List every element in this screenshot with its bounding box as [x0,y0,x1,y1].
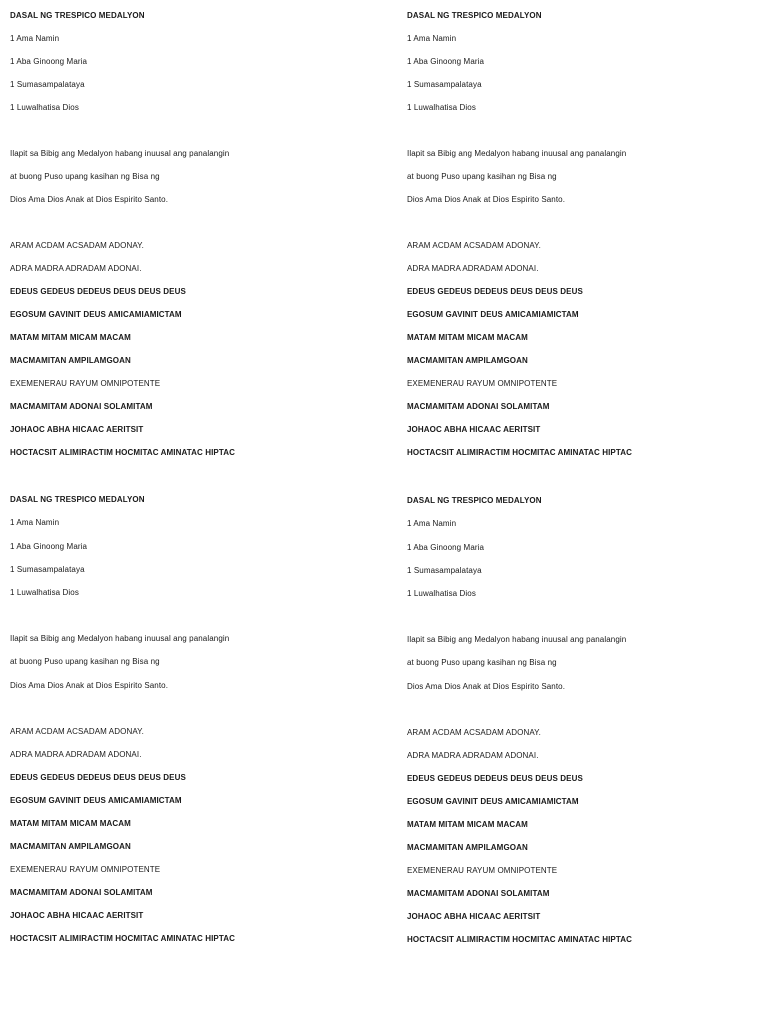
oracion-line: MACMAMITAM ADONAI SOLAMITAM [10,402,153,411]
prayer-title: DASAL NG TRESPICO MEDALYON [407,11,542,20]
intro-line: 1 Luwalhatisa Dios [10,103,79,112]
oracion-line: ADRA MADRA ADRADAM ADONAI. [407,751,539,760]
oracion-line: EXEMENERAU RAYUM OMNIPOTENTE [407,866,558,875]
oracion-line: EDEUS GEDEUS DEDEUS DEUS DEUS DEUS [10,773,186,782]
oracion-line: EXEMENERAU RAYUM OMNIPOTENTE [10,865,161,874]
oracion-line: JOHAOC ABHA HICAAC AERITSIT [10,911,144,920]
prayer-title: DASAL NG TRESPICO MEDALYON [10,495,145,504]
oracion-line: MACMAMITAM ADONAI SOLAMITAM [407,402,550,411]
oracion-line: ADRA MADRA ADRADAM ADONAI. [10,264,142,273]
intro-line: 1 Ama Namin [10,34,60,43]
oracion-line: EXEMENERAU RAYUM OMNIPOTENTE [407,379,558,388]
instruction-line: at buong Puso upang kasihan ng Bisa ng [10,657,160,666]
oracion-line: ADRA MADRA ADRADAM ADONAI. [407,264,539,273]
instruction-line: Ilapit sa Bibig ang Medalyon habang inuusal ang panalangin [10,149,230,158]
oracion-line: MACMAMITAN AMPILAMGOAN [10,842,131,851]
oracion-line: EGOSUM GAVINIT DEUS AMICAMIAMICTAM [10,796,182,805]
intro-line: 1 Ama Namin [10,518,60,527]
oracion-line: EGOSUM GAVINIT DEUS AMICAMIAMICTAM [407,310,579,319]
oracion-line: MATAM MITAM MICAM MACAM [407,333,528,342]
oracion-line: MACMAMITAN AMPILAMGOAN [407,356,528,365]
instruction-line: Dios Ama Dios Anak at Dios Espirito Santo. [10,681,169,690]
instruction-line: at buong Puso upang kasihan ng Bisa ng [10,172,160,181]
oracion-line: EDEUS GEDEUS DEDEUS DEUS DEUS DEUS [10,287,186,296]
instruction-line: Ilapit sa Bibig ang Medalyon habang inuusal ang panalangin [407,149,627,158]
instruction-line: at buong Puso upang kasihan ng Bisa ng [407,658,557,667]
prayer-title: DASAL NG TRESPICO MEDALYON [10,11,145,20]
intro-line: 1 Aba Ginoong Maria [407,57,485,66]
intro-line: 1 Aba Ginoong Maria [407,543,485,552]
oracion-line: JOHAOC ABHA HICAAC AERITSIT [407,912,541,921]
intro-line: 1 Sumasampalataya [407,80,482,89]
instruction-line: Ilapit sa Bibig ang Medalyon habang inuusal ang panalangin [407,635,627,644]
oracion-line: EGOSUM GAVINIT DEUS AMICAMIAMICTAM [407,797,579,806]
oracion-line: HOCTACSIT ALIMIRACTIM HOCMITAC AMINATAC HIPTAC [407,935,633,944]
instruction-line: Dios Ama Dios Anak at Dios Espirito Santo. [10,195,169,204]
intro-line: 1 Luwalhatisa Dios [10,588,79,597]
oracion-line: MACMAMITAM ADONAI SOLAMITAM [407,889,550,898]
oracion-line: EDEUS GEDEUS DEDEUS DEUS DEUS DEUS [407,774,583,783]
intro-line: 1 Sumasampalataya [10,80,85,89]
oracion-line: ARAM ACDAM ACSADAM ADONAY. [10,241,144,250]
oracion-line: HOCTACSIT ALIMIRACTIM HOCMITAC AMINATAC HIPTAC [10,934,236,943]
intro-line: 1 Aba Ginoong Maria [10,57,88,66]
oracion-line: MACMAMITAN AMPILAMGOAN [10,356,131,365]
oracion-line: EDEUS GEDEUS DEDEUS DEUS DEUS DEUS [407,287,583,296]
instruction-line: Ilapit sa Bibig ang Medalyon habang inuusal ang panalangin [10,634,230,643]
oracion-line: HOCTACSIT ALIMIRACTIM HOCMITAC AMINATAC HIPTAC [10,448,236,457]
intro-line: 1 Luwalhatisa Dios [407,589,476,598]
oracion-line: MATAM MITAM MICAM MACAM [10,333,131,342]
oracion-line: MACMAMITAN AMPILAMGOAN [407,843,528,852]
oracion-line: ARAM ACDAM ACSADAM ADONAY. [407,241,541,250]
oracion-line: EXEMENERAU RAYUM OMNIPOTENTE [10,379,161,388]
oracion-line: JOHAOC ABHA HICAAC AERITSIT [407,425,541,434]
oracion-line: MATAM MITAM MICAM MACAM [10,819,131,828]
instruction-line: Dios Ama Dios Anak at Dios Espirito Santo. [407,195,566,204]
prayer-title: DASAL NG TRESPICO MEDALYON [407,496,542,505]
oracion-line: MACMAMITAM ADONAI SOLAMITAM [10,888,153,897]
instruction-line: Dios Ama Dios Anak at Dios Espirito Santo. [407,682,566,691]
intro-line: 1 Sumasampalataya [407,566,482,575]
intro-line: 1 Sumasampalataya [10,565,85,574]
intro-line: 1 Luwalhatisa Dios [407,103,476,112]
oracion-line: ADRA MADRA ADRADAM ADONAI. [10,750,142,759]
instruction-line: at buong Puso upang kasihan ng Bisa ng [407,172,557,181]
intro-line: 1 Aba Ginoong Maria [10,542,88,551]
intro-line: 1 Ama Namin [407,519,457,528]
oracion-line: EGOSUM GAVINIT DEUS AMICAMIAMICTAM [10,310,182,319]
oracion-line: JOHAOC ABHA HICAAC AERITSIT [10,425,144,434]
oracion-line: ARAM ACDAM ACSADAM ADONAY. [407,728,541,737]
oracion-line: MATAM MITAM MICAM MACAM [407,820,528,829]
oracion-line: HOCTACSIT ALIMIRACTIM HOCMITAC AMINATAC HIPTAC [407,448,633,457]
intro-line: 1 Ama Namin [407,34,457,43]
oracion-line: ARAM ACDAM ACSADAM ADONAY. [10,727,144,736]
